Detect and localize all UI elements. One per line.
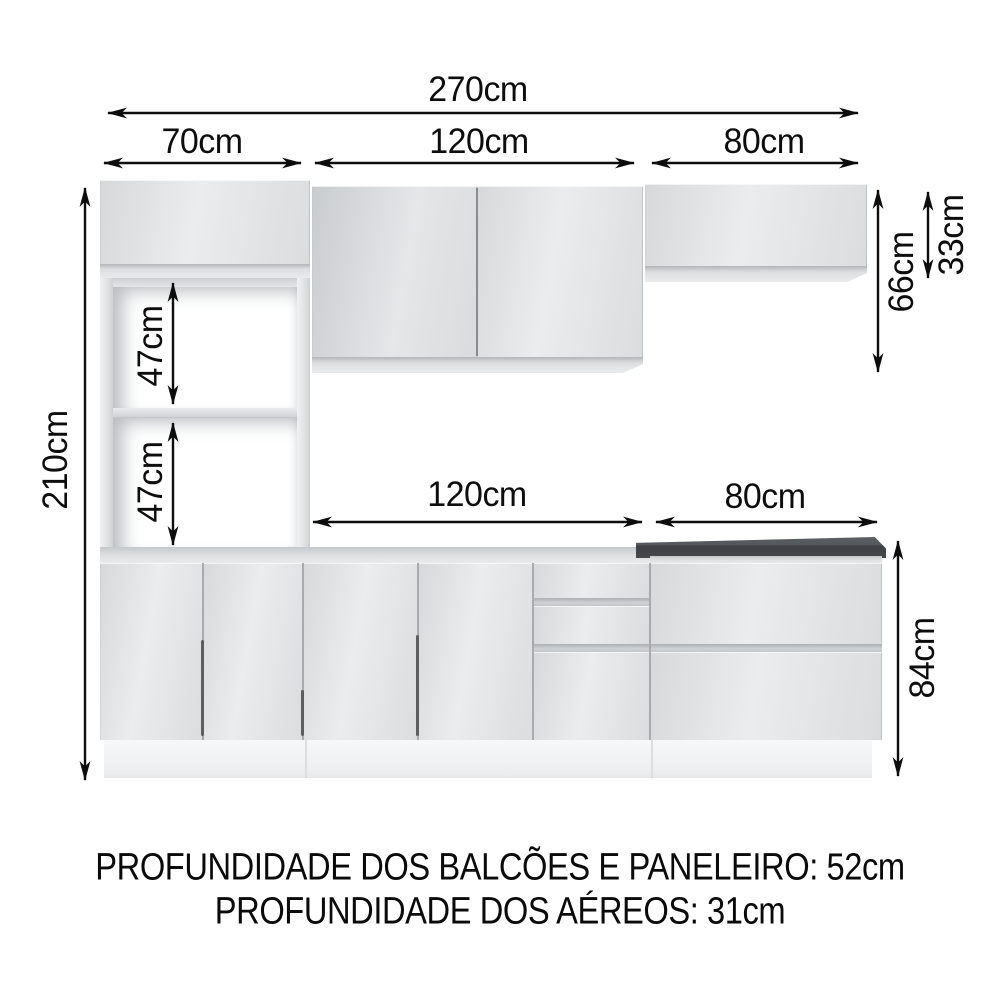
upper-cabinet-120-right-door bbox=[477, 186, 643, 357]
base-door-gap-4 bbox=[532, 563, 534, 740]
footnote-depth-base: PROFUNDIDADE DOS BALCÕES E PANELEIRO: 52cm bbox=[95, 846, 905, 889]
upper-cabinet-80-door bbox=[645, 184, 867, 266]
dim-label-upper-mid-width: 120cm bbox=[429, 122, 529, 161]
pantry-top-door-bottom-edge bbox=[100, 264, 310, 278]
upper-cabinet-80-bottom-edge bbox=[645, 266, 867, 282]
sink-cabinet-drawer bbox=[650, 563, 882, 644]
base-door-gap-5 bbox=[649, 563, 651, 740]
countertop-white bbox=[100, 547, 652, 563]
upper-cabinet-120-bottom-edge bbox=[312, 357, 643, 373]
base-door-1 bbox=[100, 563, 203, 740]
sink-cabinet-door bbox=[650, 652, 882, 740]
dim-label-upper-right-width: 80cm bbox=[723, 122, 805, 161]
base-door-3 bbox=[303, 563, 418, 740]
kick-plate-seam-2 bbox=[651, 740, 653, 778]
kick-plate bbox=[104, 740, 872, 778]
base-door-4 bbox=[418, 563, 533, 740]
drawer-stack-drawer-1 bbox=[533, 563, 650, 598]
base-door-2 bbox=[203, 563, 303, 740]
drawer-stack-handle-2 bbox=[533, 644, 650, 652]
pantry-niche-top-edge bbox=[113, 278, 297, 287]
pantry-right-side-panel bbox=[297, 278, 310, 547]
sink-cabinet-top-edge bbox=[650, 556, 882, 563]
dim-label-total-width: 270cm bbox=[428, 70, 528, 109]
countertop-dark bbox=[636, 537, 886, 558]
footnote-depth-upper: PROFUNDIDADE DOS AÉREOS: 31cm bbox=[214, 890, 786, 933]
dim-label-aereo-mid-height: 66cm bbox=[882, 231, 921, 313]
pantry-shelf bbox=[113, 408, 297, 418]
dim-label-niche-lower: 47cm bbox=[131, 441, 170, 523]
base-door-shadow-3 bbox=[416, 635, 419, 736]
dim-label-pantry-width: 70cm bbox=[161, 122, 243, 161]
dim-label-aereo-right-height: 33cm bbox=[932, 194, 971, 276]
dim-label-total-height: 210cm bbox=[36, 410, 75, 510]
upper-cabinet-120-left-door bbox=[312, 186, 477, 357]
base-door-shadow-2 bbox=[301, 690, 304, 736]
upper-cabinet-120-door-gap bbox=[476, 188, 478, 356]
drawer-stack-door bbox=[533, 652, 650, 740]
drawer-stack-drawer-2 bbox=[533, 606, 650, 644]
dim-label-counter-mid: 120cm bbox=[427, 475, 527, 514]
pantry-left-side-panel bbox=[100, 278, 113, 547]
kick-plate-seam-1 bbox=[305, 740, 307, 778]
dim-label-base-height: 84cm bbox=[903, 617, 942, 699]
pantry-top-door bbox=[100, 180, 310, 264]
sink-cabinet-handle bbox=[650, 644, 882, 652]
dim-label-niche-upper: 47cm bbox=[131, 305, 170, 387]
base-door-shadow-1 bbox=[201, 640, 204, 736]
drawer-stack-handle-1 bbox=[533, 598, 650, 606]
dim-label-counter-right: 80cm bbox=[724, 477, 806, 516]
